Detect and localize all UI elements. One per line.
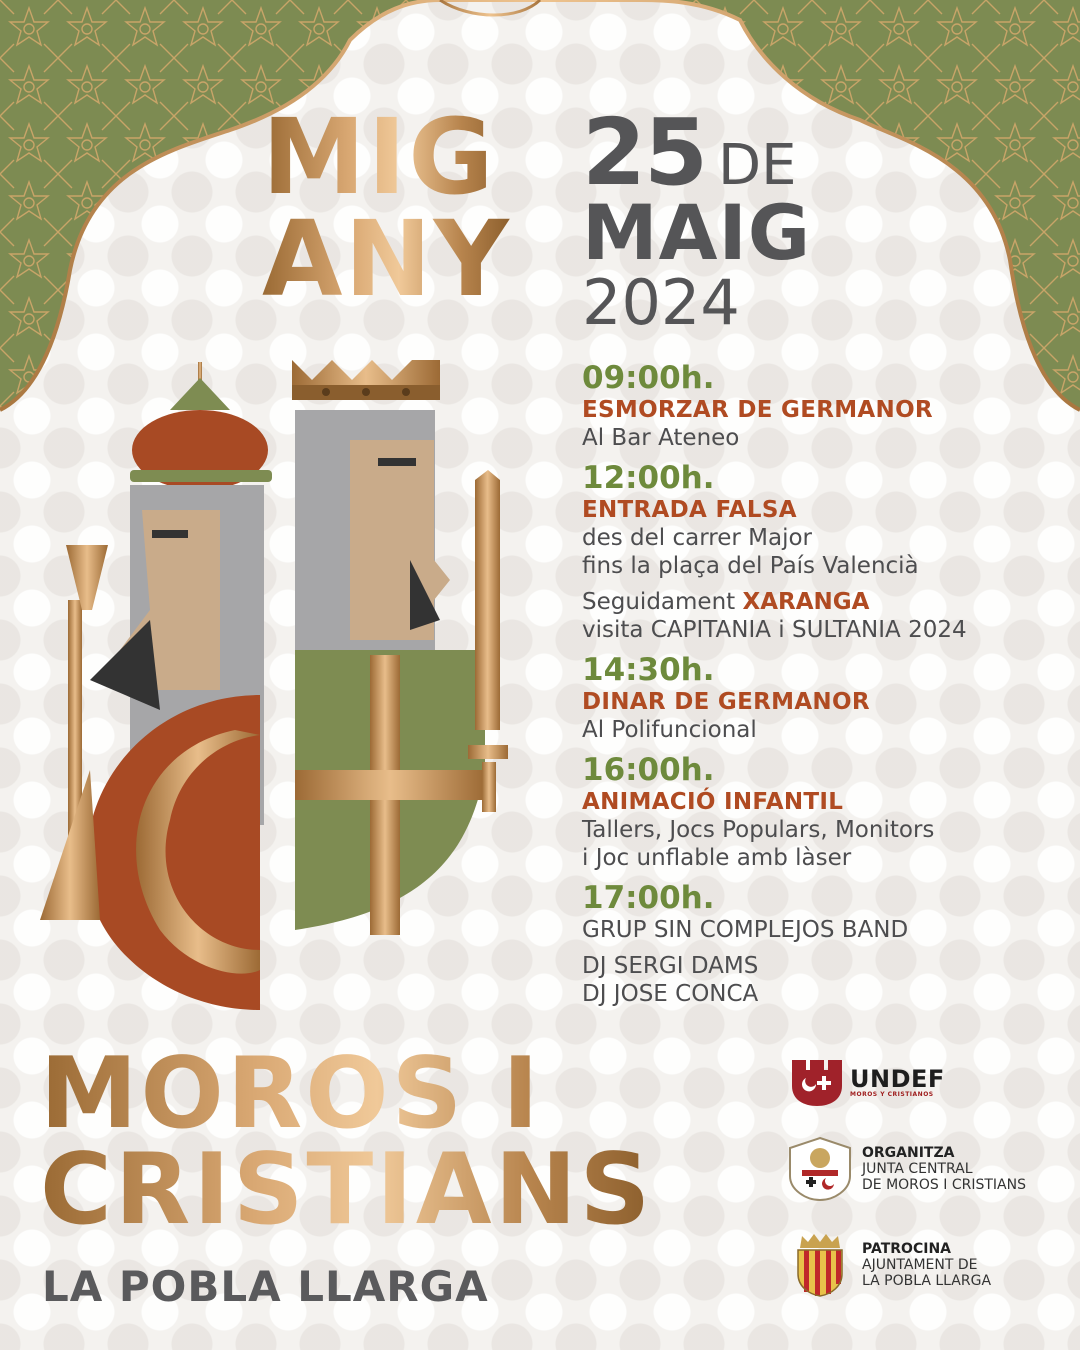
event-detail: GRUP SIN COMPLEJOS BAND: [582, 917, 909, 943]
event-detail: Tallers, Jocs Populars, Monitors: [582, 817, 935, 843]
event-time: 16:00h.: [582, 752, 715, 788]
title-cristians: CRISTIANS: [40, 1133, 654, 1247]
junta-central-emblem-icon: [788, 1136, 852, 1202]
patrocina-line1: AJUNTAMENT DE: [862, 1257, 978, 1273]
event-time: 17:00h.: [582, 880, 715, 916]
xaranga-note: [582, 588, 1062, 616]
mig-any-title: [262, 96, 511, 320]
dj-name: DJ JOSE CONCA: [582, 981, 759, 1007]
event-time: 12:00h.: [582, 460, 715, 496]
title-moros-i: MOROS I: [40, 1037, 542, 1151]
program-item: [582, 880, 1062, 1008]
undef-subtitle: MOROS Y CRISTIANOS: [850, 1090, 934, 1098]
event-detail: des del carrer Major: [582, 525, 813, 551]
event-title: ESMORZAR DE GERMANOR: [582, 397, 933, 423]
xaranga-highlight: XARANGA: [742, 589, 870, 615]
date-de: DE: [718, 133, 797, 198]
patrocina-label: PATROCINA: [862, 1241, 951, 1257]
moor-christian-figures-illustration: [30, 350, 550, 1020]
organitza-block: [788, 1136, 1026, 1202]
program-item: [582, 460, 1062, 644]
event-detail: Al Polifuncional: [582, 717, 757, 743]
event-program: [582, 360, 1062, 1016]
event-detail: fins la plaça del País Valencià: [582, 553, 919, 579]
event-detail: Al Bar Ateneo: [582, 425, 740, 451]
undef-name: UNDEF: [850, 1064, 945, 1093]
event-title: ANIMACIÓ INFANTIL: [582, 789, 844, 815]
undef-shield-icon: [788, 1056, 846, 1108]
title-any: ANY: [262, 198, 511, 320]
event-detail: i Joc unflable amb làser: [582, 845, 852, 871]
program-item: [582, 652, 1062, 744]
ajuntament-coat-of-arms-icon: [788, 1232, 852, 1298]
title-mig: MIG: [262, 96, 496, 218]
program-item: [582, 752, 1062, 872]
program-item: [582, 360, 1062, 452]
event-time: 14:30h.: [582, 652, 715, 688]
organitza-line1: JUNTA CENTRAL: [862, 1161, 973, 1177]
xaranga-prefix: Seguidament: [582, 589, 736, 615]
date-year: 2024: [582, 266, 740, 339]
patrocina-line2: LA POBLA LLARGA: [862, 1273, 992, 1289]
organitza-line2: DE MOROS I CRISTIANS: [862, 1177, 1026, 1193]
christian-figure: [292, 360, 508, 935]
undef-logo: [788, 1056, 945, 1108]
date-day: 25: [582, 99, 707, 206]
moros-i-cristians-title: [40, 1037, 654, 1247]
town-name: LA POBLA LLARGA: [42, 1262, 489, 1311]
moor-figure: [40, 360, 272, 1010]
event-time: 09:00h.: [582, 360, 715, 396]
patrocina-block: [788, 1232, 991, 1298]
organitza-label: ORGANITZA: [862, 1145, 955, 1161]
dj-name: DJ SERGI DAMS: [582, 953, 759, 979]
date-month: MAIG: [582, 188, 812, 277]
event-title: ENTRADA FALSA: [582, 497, 797, 523]
event-date: [582, 99, 812, 339]
xaranga-detail: visita CAPITANIA i SULTANIA 2024: [582, 617, 967, 643]
event-title: DINAR DE GERMANOR: [582, 689, 870, 715]
